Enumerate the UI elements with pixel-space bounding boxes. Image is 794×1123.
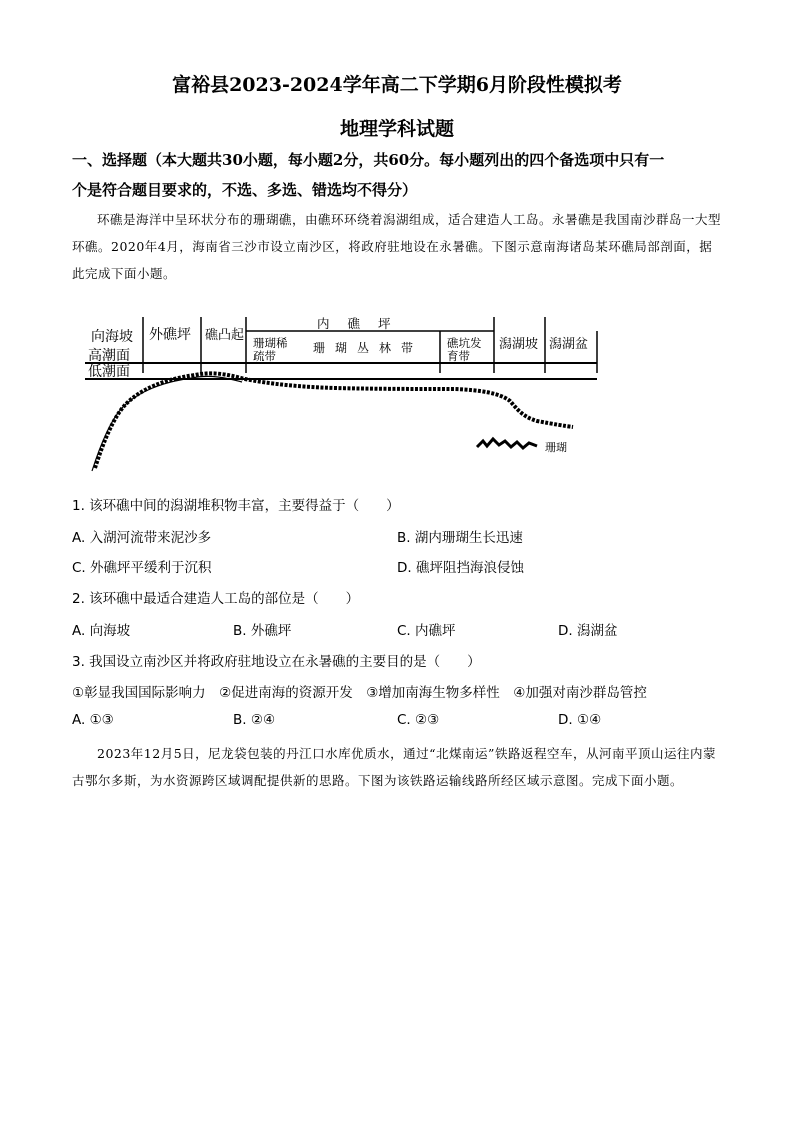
zone-label: 礁坑发 <box>447 336 482 350</box>
atoll-profile-diagram <box>85 313 605 483</box>
question-option: B. 湖内珊瑚生长迅速 <box>397 530 523 546</box>
inner-flat-label: 内礁坪 <box>317 316 409 331</box>
zone-label: 珊瑚稀 <box>253 336 288 350</box>
zone-label: 育带 <box>447 349 470 363</box>
question-statements: ①彰显我国国际影响力 ②促进南海的资源开发 ③增加南海生物多样性 ④加强对南沙群岛管控 <box>72 685 647 701</box>
zone-label: 潟湖坡 <box>499 337 539 352</box>
question-option: B. ②④ <box>233 712 276 728</box>
question-option: C. 内礁坪 <box>397 623 456 639</box>
high-tide-label: 高潮面 <box>88 348 130 364</box>
question-option: D. ①④ <box>558 712 602 728</box>
question-option: D. 潟湖盆 <box>558 623 618 639</box>
question-option: D. 礁坪阻挡海浪侵蚀 <box>397 560 524 576</box>
page-subtitle: 地理学科试题 <box>339 118 454 140</box>
section-heading-line: 个是符合题目要求的，不选、多选、错选均不得分） <box>72 181 418 199</box>
question-option: C. ②③ <box>397 712 440 728</box>
section-heading <box>72 145 732 205</box>
passage-railway: 2023年12月5日，尼龙袋包装的丹江口水库优质水，通过“北煤南运”铁路返程空车，从河南平顶山运往内蒙古鄂尔多斯，为水资源跨区域调配提供新的思路。下图为该铁路运输线路所经区域示意图。完成下面小题。 <box>72 746 716 788</box>
coral-label: 珊瑚 <box>545 441 567 454</box>
zone-label: 疏带 <box>253 349 276 363</box>
reef-profile-line <box>95 373 573 468</box>
page-title: 富裕县2023-2024学年高二下学期6月阶段性模拟考 <box>172 74 622 96</box>
zone-label: 外礁坪 <box>149 327 191 343</box>
reef-profile-texture <box>92 376 242 471</box>
question-option: A. ①③ <box>72 712 114 728</box>
section-heading-line: 一、选择题（本大题共30小题，每小题2分，共60分。每小题列出的四个备选项中只有一 <box>72 151 665 169</box>
question-stem: 2. 该环礁中最适合建造人工岛的部位是（ ） <box>72 591 360 607</box>
passage-atoll: 环礁是海洋中呈环状分布的珊瑚礁，由礁环环绕着潟湖组成，适合建造人工岛。永暑礁是我国南沙群岛一大型环礁。2020年4月，海南省三沙市设立南沙区，将政府驻地设在永暑礁。下图示意南海诸岛某环礁局部剖面，据此完成下面小题。 <box>72 212 722 281</box>
zone-label: 潟湖盆 <box>549 337 589 352</box>
question-option: A. 入湖河流带来泥沙多 <box>72 530 212 546</box>
question-stem: 1. 该环礁中间的潟湖堆积物丰富，主要得益于（ ） <box>72 498 400 514</box>
question-option: A. 向海坡 <box>72 623 131 639</box>
zone-label: 向海坡 <box>91 329 133 345</box>
zone-label: 珊瑚丛林带 <box>313 341 424 355</box>
lagoon-coral-line <box>477 439 537 448</box>
question-option: B. 外礁坪 <box>233 623 292 639</box>
low-tide-label: 低潮面 <box>88 364 130 380</box>
question-option: C. 外礁坪平缓利于沉积 <box>72 560 212 576</box>
question-stem: 3. 我国设立南沙区并将政府驻地设立在永暑礁的主要目的是（ ） <box>72 654 481 670</box>
zone-label: 礁凸起 <box>205 328 245 343</box>
